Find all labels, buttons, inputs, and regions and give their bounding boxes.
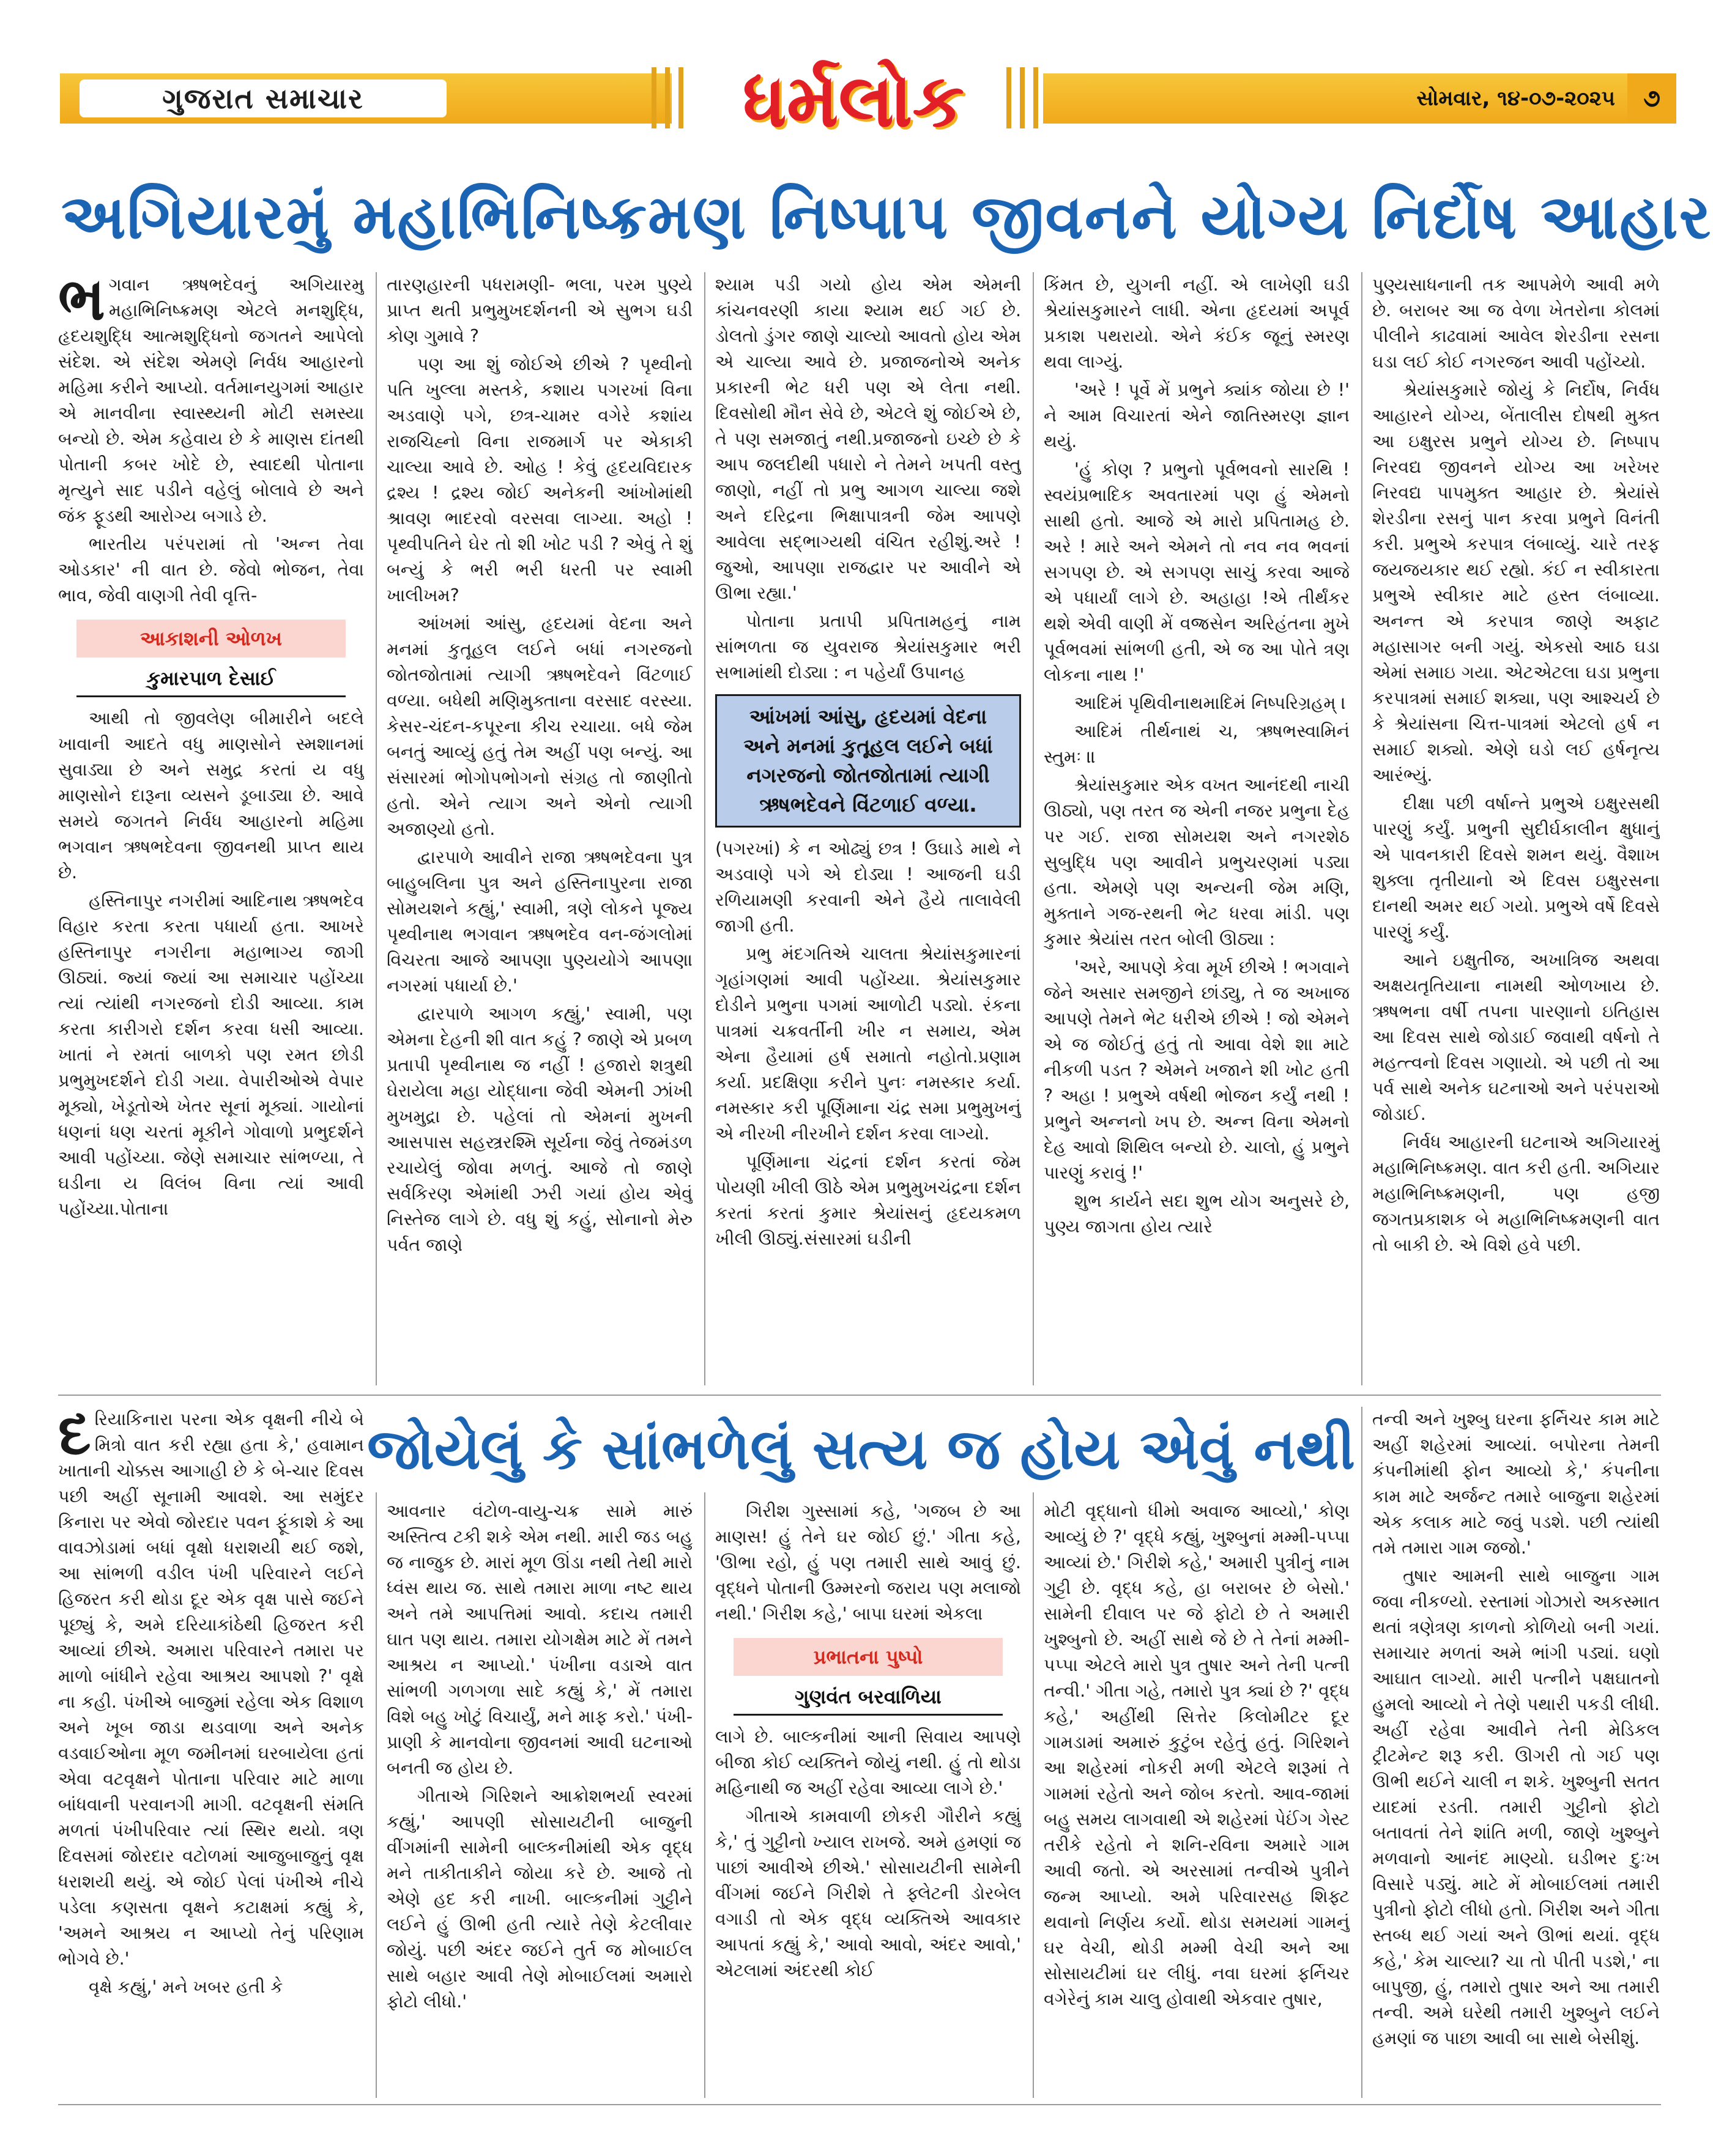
article-2-paragraph: તુષાર આમની સાથે બાજુના ગામ જવા નીકળ્યો. રસ્તામાં ગોઝારો અકસ્માત થતાં ત્રણેત્રણ કાળનો કોળિયો બની ગયાં. સમાચાર મળતાં અમે ભાંગી પડ્યાં. ઘણો આઘાત લાગ્યો. મારી પત્નીને પક્ષઘાતનો હુમલો આવ્યો ને તેણે પથારી પકડી લીધી. અહીં રહેવા આવીને તેની મેડિકલ ટ્રીટમેન્ટ શરૂ કરી. ઊગરી તો ગઈ પણ ઊભી થઈને ચાલી ન શકે. ખુશ્બુની સતત યાદમાં રડતી. તમારી ગુટ્ટીનો ફોટો બતાવતાં તેને શાંતિ મળી, જાણે ખુશ્બુને મળવાનો આનંદ માણ્યો. ઘડીભર દુઃખ વિસારે પડ્યું. માટે મેં મોબાઈલમાં તમારી પુત્રીનો ફોટો લીધો હતો. ગિરીશ અને ગીતા સ્તબ્ધ થઈ ગયાં અને ઊભાં થયાં. વૃદ્ધ કહે,' કેમ ચાલ્યા? ચા તો પીતી પડશે,' ના બાપુજી, હું, તમારો તુષાર અને આ તમારી તન્વી. અમે ઘરેથી તમારી ખુશ્બુને લઈને હમણાં જ પાછા આવી બા સાથે બેસીશું. (1372, 1566, 1660, 2048)
article-1-paragraph: દ્વારપાળે આવીને રાજા ઋષભદેવના પુત્ર બાહુબલિના પુત્ર અને હસ્તિનાપુરના રાજા સોમયશને કહ્યું,' સ્વામી, ત્રણે લોકને પૂજ્ય પૃથ્વીનાથ ભગવાન ઋષભદેવ વન-જંગલોમાં વિચરતા આજે આપણા પુણ્યયોગે આપણા નગરમાં પધાર્યા છે.' (387, 847, 693, 996)
article-2-headline: જોયેલું કે સાંભળેલું સત્ય જ હોય એવું નથી (367, 1417, 1355, 1482)
article-2-column-5 (1372, 1407, 1660, 2098)
article-1-paragraph: તારણહારની પધરામણી- ભલા, પરમ પુણ્યે પ્રાપ્ત થતી પ્રભુમુખદર્શનની એ સુભગ ઘડી કોણ ગુમાવે ? (387, 275, 693, 346)
article-1-paragraph: પૂર્ણિમાના ચંદ્રનાં દર્શન કરતાં જેમ પોયણી ખીલી ઊઠે એમ પ્રભુમુખચંદ્રના દર્શન કરતાં કરતાં કુમાર શ્રેયાંસનું હૃદયકમળ ખીલી ઊઠ્યું.સંસારમાં ઘડીની (715, 1152, 1021, 1249)
article-1-paragraph: પ્રભુ મંદગતિએ ચાલતા શ્રેયાંસકુમારનાં ગૃહાંગણમાં આવી પહોંચ્યા. શ્રેયાંસકુમાર દોડીને પ્રભુના પગમાં આળોટી પડ્યો. રંકના પાત્રમાં ચક્રવર્તીની ખીર ન સમાય, એમ એના હૈયામાં હર્ષ સમાતો નહોતો.પ્રણામ કર્યા. પ્રદક્ષિણા કરીને પુનઃ નમસ્કાર કર્યા. નમસ્કાર કરી પૂર્ણિમાના ચંદ્ર સમા પ્રભુમુખનું એ નીરખી નીરખીને દર્શન કરવા લાગ્યો. (715, 944, 1021, 1144)
columnist-box-2 (715, 1638, 1021, 1716)
article-2-paragraph: લાગે છે. બાલ્કનીમાં આની સિવાય આપણે બીજા કોઈ વ્યક્તિને જોયું નથી. હું તો થોડા મહિનાથી જ અહીં રહેવા આવ્યા લાગે છે.' (715, 1727, 1021, 1798)
section-logo: ધર્મલોક (742, 57, 965, 144)
article-1-paragraph: ભારતીય પરંપરામાં તો 'અન્ન તેવા ઓડકાર' ની વાત છે. જેવો ભોજન, તેવા ભાવ, જેવી વાણગી તેવી વૃત્તિ- (58, 534, 364, 606)
article-1-paragraph: ભગવાન ઋષભદેવનું અગિયારમુ મહાભિનિષ્ક્રમણ એટલે મનશુદ્ધિ, હૃદયશુદ્ધિ આત્મશુદ્ધિનો જગતને આપેલો સંદેશ. એ સંદેશ એમણે નિર્વધ આહારનો મહિમા કરીને આપ્યો. વર્તમાનયુગમાં આહાર એ માનવીના સ્વાસ્થ્યની મોટી સમસ્યા બન્યો છે. એમ કહેવાય છે કે માણસ દાંતથી પોતાની કબર ખોદે છે, સ્વાદથી પોતાના મૃત્યુને સાદ પડીને વહેલું બોલાવે છે અને જંક ફૂડથી આરોગ્ય બગાડે છે. (58, 272, 364, 526)
article-2-column-4 (1044, 1498, 1350, 2098)
article-2-paragraph: ગીતાએ કામવાળી છોકરી ગૌરીને કહ્યું કે,' તું ગુટ્ટીનો ખ્યાલ રાખજે. અમે હમણાં જ પાછાં આવીએ છીએ.' સોસાયટીની સામેની વીંગમાં જઈને ગિરીશે તે ફ્લેટની ડોરબેલ વગાડી તો એક વૃદ્ધ વ્યક્તિએ આવકાર આપતાં કહ્યું કે,' આવો આવો, અંદર આવો,' એટલામાં અંદરથી કોઈ (715, 1806, 1021, 1980)
article-1-paragraph: શ્યામ પડી ગયો હોય એમ એમની કાંચનવરણી કાયા શ્યામ થઈ ગઈ છે. ડોલતો ડુંગર જાણે ચાલ્યો આવતો હોય એમ એ ચાલ્યા આવે છે. પ્રજાજનોએ અનેક પ્રકારની ભેટ ધરી પણ એ લેતા નથી. દિવસોથી મૌન સેવે છે, એટલે શું જોઈએ છે, તે પણ સમજાતું નથી.પ્રજાજનો ઇચ્છે છે કે આપ જલદીથી પધારો ને તેમને ખપતી વસ્તુ જાણો, નહીં તો પ્રભુ આગળ ચાલ્યા જશે અને દરિદ્રના ભિક્ષાપાત્રની જેમ આપણે આવેલા સદ્ભાગ્યથી વંચિત રહીશું.અરે !જુઓ, આપણા રાજદ્વાર પર આવીને એ ઊભા રહ્યા.' (715, 275, 1021, 603)
author-name: ગુણવંત બરવાળિયા (734, 1680, 1003, 1716)
page-bottom-rule (58, 2104, 1661, 2105)
column-divider (1361, 272, 1362, 1385)
article-1-paragraph: કિંમત છે, યુગની નહીં. એ લાખેણી ઘડી શ્રેયાંસકુમારને લાધી. એના હૃદયમાં અપૂર્વ પ્રકાશ પથરાયો. એને કંઈક જૂનું સ્મરણ થવા લાગ્યું. (1044, 275, 1350, 372)
column-divider (704, 272, 705, 1385)
article-1-paragraph: શુભ કાર્યને સદા શુભ યોગ અનુસરે છે, પુણ્ય જાગતા હોય ત્યારે (1044, 1191, 1350, 1237)
article-2-column-3 (715, 1498, 1021, 2098)
article-2-column-2 (387, 1498, 693, 2098)
article-2-paragraph: તન્વી અને ખુશ્બુ ઘરના ફર્નિચર કામ માટે અહીં શહેરમાં આવ્યાં. બપોરના તેમની કંપનીમાંથી ફોન આવ્યો કે,' કંપનીના કામ માટે અર્જન્ટ તમારે બાજુના શહેરમાં એક કલાક માટે જવું પડશે. પછી ત્યાંથી તમે તમારા ગામ જજો.' (1372, 1409, 1660, 1558)
article-1-paragraph: આને ઇક્ષુતીજ, અખાત્રિજ અથવા અક્ષયતૃતિયાના નામથી ઓળખાય છે. ઋષભના વર્ષી તપના પારણાનો ઇતિહાસ આ દિવસ સાથે જોડાઈ જવાથી વર્ષનો તે મહત્ત્વનો દિવસ ગણાયો. એ પછી તો આ પર્વ સાથે અનેક ઘટનાઓ અને પરંપરાઓ જોડાઈ. (1372, 950, 1660, 1124)
article-2-paragraph: ગીતાએ ગિરિશને આક્રોશભર્યા સ્વરમાં કહ્યું,' આપણી સોસાયટીની બાજુની વીંગમાંની સામેની બાલ્કનીમાંથી એક વૃદ્ધ મને તાકીતાકીને જોયા કરે છે. આજે તો એણે હદ કરી નાખી. બાલ્કનીમાં ગુટ્ટીને લઈને હું ઊભી હતી ત્યારે તેણે કેટલીવાર જોયું. પછી અંદર જઈને તુર્ત જ મોબાઈલ સાથે બહાર આવી તેણે મોબાઈલમાં અમારો ફોટો લીધો.' (387, 1786, 693, 2012)
header-ornament-right (1006, 67, 1047, 128)
article-separator (58, 1395, 1661, 1396)
article-1-column-4 (1044, 272, 1350, 1398)
article-1-dropcap: ભ (58, 272, 105, 333)
article-2-paragraph: મોટી વૃદ્ધાનો ધીમો અવાજ આવ્યો,' કોણ આવ્યું છે ?' વૃદ્ધે કહ્યું, ખુશ્બુનાં મમ્મી-પપ્પા આવ્યાં છે.' ગિરીશે કહે,' અમારી પુત્રીનું નામ ગુટ્ટી છે. વૃદ્ધ કહે, હા બરાબર છે બેસો.' સામેની દીવાલ પર જે ફોટો છે તે અમારી ખુશ્બુનો છે. અહીં સાથે જે છે તે તેનાં મમ્મી-પપ્પા એટલે મારો પુત્ર તુષાર અને તેની પત્ની તન્વી.' ગીતા ગહે, તમારો પુત્ર ક્યાં છે ?' વૃદ્ધ કહે,' અહીંથી સિત્તેર કિલોમીટર દૂર ગામડામાં અમારું કુટુંબ રહેતું હતું. ગિરિશને આ શહેરમાં નોકરી મળી એટલે શરૂમાં તે ગામમાં રહેતો અને જોબ કરતો. આવ-જામાં બહુ સમય લાગવાથી એ શહેરમાં પેઈંગ ગેસ્ટ તરીકે રહેતો ને શનિ-રવિના અમારે ગામ આવી જતો. એ અરસામાં તન્વીએ પુત્રીને જન્મ આપ્યો. અમે પરિવારસહ શિફ્ટ થવાનો નિર્ણય કર્યો. થોડા સમયમાં ગામનું ઘર વેચી, થોડી મમ્મી વેચી અને આ સોસાયટીમાં ઘર લીધું. નવા ઘરમાં ફર્નિચર વગેરેનું કામ ચાલુ હોવાથી એકવાર તુષાર, (1044, 1501, 1350, 2009)
article-1-column-2 (387, 272, 693, 1398)
article-1-paragraph: આથી તો જીવલેણ બીમારીને બદલે ખાવાની આદતે વધુ માણસોને સ્મશાનમાં સુવાડ્યા છે અને સમુદ્ર કરતાં ય વધુ માણસોને દારૂના વ્યસને ડૂબાડ્યા છે. આવે સમયે જગતને નિર્વધ આહારનો મહિમા ભગવાન ઋષભદેવના જીવનથી પ્રાપ્ત થાય છે. (58, 708, 364, 883)
masthead (0, 0, 1713, 153)
article-1-paragraph: 'અરે, આપણે કેવા મૂર્ખ છીએ ! ભગવાને જેને અસાર સમજીને છાંડ્યુ, તે જ અખાજ આપણે તેમને ભેટ ધરીએ છીએ ! જો એમને એ જ જોઈતું હતું તો આવા વેશે શા માટે નીકળી પડત ? એમને ખજાને શી ખોટ હતી ? અહા ! પ્રભુએ વર્ષથી ભોજન કર્યું નથી ! પ્રભુને અન્નનો ખપ છે. અન્ન વિના એમનો દેહ આવો શિથિલ બન્યો છે. ચાલો, હું પ્રભુને પારણું કરાવું !' (1044, 957, 1350, 1183)
column-title: આકાશની ઓળખ (76, 620, 346, 658)
article-1-paragraph: શ્રેયાંસકુમાર એક વખત આનંદથી નાચી ઊઠ્યો, પણ તરત જ એની નજર પ્રભુના દેહ પર ગઈ. રાજા સોમયશ અને નગરશેઠ સુબુદ્ધિ પણ આવીને પ્રભુચરણમાં પડ્યા હતા. એમણે પણ અન્યની જેમ મણિ, મુક્તાને ગજ-રથની ભેટ ધરવા માંડી. પણ કુમાર શ્રેયાંસ તરત બોલી ઊઠ્યા : (1044, 775, 1350, 949)
publication-date: સોમવાર, ૧૪-૦૭-૨૦૨૫ (1416, 86, 1615, 111)
article-1-paragraph: 'અરે ! પૂર્વે મેં પ્રભુને ક્યાંક જોયા છે !' ને આમ વિચારતાં એને જાતિસ્મરણ જ્ઞાન થયું. (1044, 380, 1350, 451)
article-1-paragraph: પુણ્યસાધનાની તક આપમેળે આવી મળે છે. બરાબર આ જ વેળા ખેતરોના કોલમાં પીલીને કાઢવામાં આવેલ શેરડીના રસના ઘડા લઈ કોઈ નગરજન આવી પહોંચ્યો. (1372, 275, 1660, 372)
article-1-paragraph: નિર્વધ આહારની ઘટનાએ અગિયારમું મહાભિનિષ્ક્રમણ. વાત કરી હતી. અગિયાર મહાભિનિષ્ક્રમણની, પણ હજી જગતપ્રકાશક બે મહાભિનિષ્ક્રમણની વાત તો બાકી છે. એ વિશે હવે પછી. (1372, 1132, 1660, 1255)
sanskrit-verse: આદિમં પૃથિવીનાથમાદિમં નિષ્પરિગ્રહમ્ । (1074, 693, 1347, 713)
article-2-paragraph: વૃક્ષે કહ્યું,' મને ખબર હતી કે (89, 1977, 283, 1997)
header-ornament-left (652, 67, 692, 128)
pull-quote: આંખમાં આંસુ, હૃદયમાં વેદના અને મનમાં કુતૂહલ લઈને બધાં નગરજનો જોતજોતામાં ત્યાગી ઋષભદેવને વિંટળાઈ વળ્યા. (715, 694, 1021, 828)
article-2-paragraph: દરિયાકિનારા પરના એક વૃક્ષની નીચે બે મિત્રો વાત કરી રહ્યા હતા કે,' હવામાન ખાતાની ચોક્કસ આગાહી છે કે બે-ચાર દિવસ પછી અહીં સૂનામી આવશે. આ સમુંદર કિનારા પર એવો જોરદાર પવન ફૂંકાશે કે આ વાવઝોડામાં બધાં વૃક્ષો ધરાશયી થઈ જશે, આ સાંભળી વડીલ પંખી પરિવારને લઈને હિજરત કરી થોડા દૂર એક વૃક્ષ પાસે જઈને પૂછ્યું કે, અમે દરિયાકાંઠેથી હિજરત કરી આવ્યાં છીએ. અમારા પરિવારને તમારા પર માળો બાંધીને રહેવા આશ્રય આપશો ?' વૃક્ષે ના કહી. પંખીએ બાજુમાં રહેલા એક વિશાળ અને ખૂબ જાડા થડવાળા અને અનેક વડવાઈઓના મૂળ જમીનમાં ઘરબાયેલા હતાં એવા વટવૃક્ષને પોતાના પરિવાર માટે માળા બાંધવાની પરવાનગી માગી. વટવૃક્ષની સંમતિ મળતાં પંખીપરિવાર ત્યાં સ્થિર થયો. ત્રણ દિવસમાં જોરદાર વટોળમાં આજુબાજુનું વૃક્ષ ધરાશયી થયું. એ જોઈ પેલાં પંખીએ નીચે પડેલા કણસતા વૃક્ષને કટાક્ષમાં કહ્યું કે, 'અમને આશ્રય ન આપ્યો તેનું પરિણામ ભોગવે છે.' (58, 1407, 364, 1969)
column-divider (1033, 1492, 1034, 2098)
article-1-paragraph: પણ આ શું જોઈએ છીએ ? પૃથ્વીનો પતિ ખુલ્લા મસ્તકે, કશાય પગરખાં વિના અડવાણે પગે, છત્ર-ચામર વગેરે કશાંય રાજચિહ્નો વિના રાજમાર્ગ પર એકાકી ચાલ્યા આવે છે. ઓહ ! કેવું હૃદયવિદારક દ્રશ્ય ! દ્રશ્ય જોઈ અનેકની આંખોમાંથી શ્રાવણ ભાદરવો વરસવા લાગ્યા. અહો ! પૃથ્વીપતિને ઘેર તો શી ખોટ પડી ? એવું તે શું બન્યું કે ભરી ભરી ધરતી પર સ્વામી ખાલીખમ? (387, 354, 693, 606)
article-1-paragraph: શ્રેયાંસકુમારે જોયું કે નિર્દોષ, નિર્વધ આહારને યોગ્ય, બેંતાલીસ દોષથી મુક્ત આ ઇક્ષુરસ પ્રભુને યોગ્ય છે. નિષ્પાપ નિરવદ્ય જીવનને યોગ્ય આ ખરેખર નિરવદ્ય પાપમુક્ત આહાર છે. શ્રેયાંસે શેરડીના રસનું પાન કરવા પ્રભુને વિનંતી કરી. પ્રભુએ કરપાત્ર લંબાવ્યું. ચારે તરફ જયજયકાર થઈ રહ્યો. કંઈ ન સ્વીકારતા પ્રભુએ સ્વીકાર માટે હસ્ત લંબાવ્યા. અનન્ત એ કરપાત્ર જાણે અફાટ મહાસાગર બની ગયું. એકસો આઠ ઘડા એમાં સમાઇ ગયા. એટએટલા ઘડા પ્રભુના કરપાત્રમાં સમાઈ શક્યા, પણ આશ્ચર્ય છે કે શ્રેયાંસના ચિત્ત-પાત્રમાં એટલો હર્ષ ન સમાઈ શક્યો. એણે ઘડો લઈ હર્ષનૃત્ય આરંભ્યું. (1372, 380, 1660, 785)
column-divider (704, 1492, 705, 2098)
article-1-paragraph: (પગરખાં) કે ન ઓઢ્યું છત્ર ! ઉઘાડે માથે ને અડવાણે પગે એ દોડ્યા ! આજની ઘડી રળિયામણી કરવાની એને હૈયે તાલાવેલી જાગી હતી. (715, 839, 1021, 936)
page-number: ૭ (1627, 73, 1676, 124)
article-1-paragraph: હસ્તિનાપુર નગરીમાં આદિનાથ ઋષભદેવ વિહાર કરતા કરતા પધાર્યા હતા. આખરે હસ્તિનાપુર નગરીના મહાભાગ્ય જાગી ઊઠ્યાં. જ્યાં જ્યાં આ સમાચાર પહોંચ્યા ત્યાં ત્યાંથી નગરજનો દોડી આવ્યા. કામ કરતા કારીગરો દર્શન કરવા ધસી આવ્યા. ખાતાં ને રમતાં બાળકો પણ રમત છોડી પ્રભુમુખદર્શને દોડી ગયા. વેપારીઓએ વેપાર મૂક્યો, ખેડૂતોએ ખેતર સૂનાં મૂક્યાં. ગાયોનાં ધણનાં ધણ ચરતાં મૂકીને ગોવાળો પ્રભુદર્શને આવી પહોંચ્યા. જેણે સમાચાર સાંભળ્યા, તે ઘડીના ય વિલંબ વિના ત્યાં આવી પહોંચ્યા.પોતાના (58, 891, 364, 1219)
column-divider (376, 272, 377, 1385)
columnist-box-1 (58, 620, 364, 697)
article-1-paragraph: 'હું કોણ ? પ્રભુનો પૂર્વભવનો સારથિ !સ્વયંપ્રભાદિક અવતારમાં પણ હું એમનો સાથી હતો. આજે એ મારો પ્રપિતામહ છે. અરે ! મારે અને એમને તો નવ નવ ભવનાં સગપણ છે. એ સગપણ સાચું કરવા આજે એ પધાર્યાં લાગે છે. અહાહા !એ તીર્થંકર થશે એવી વાણી મેં વજ્રસેન અરિહંતના મુખે પૂર્વભવમાં સાંભળી હતી, એ જ આ પોતે ત્રણ લોકના નાથ !' (1044, 459, 1350, 685)
article-2-dropcap: દ (58, 1407, 91, 1468)
sanskrit-verse: આદિમં તીર્થનાથં ચ, ઋષભસ્વામિનં સ્તુમઃ ॥ (1044, 721, 1350, 767)
article-1-column-1 (58, 272, 364, 1398)
article-1-column-3 (715, 272, 1021, 1398)
column-divider (1361, 1407, 1362, 2098)
article-1-paragraph: દીક્ષા પછી વર્ષાન્તે પ્રભુએ ઇક્ષુરસથી પારણું કર્યું. પ્રભુની સુદીર્ઘકાલીન ક્ષુધાનું એ પાવનકારી દિવસે શમન થયું. વૈશાખ શુક્લા તૃતીયાનો એ દિવસ ઇક્ષુરસના દાનથી અમર થઈ ગયો. પ્રભુએ વર્ષે દિવસે પારણું કર્યું. (1372, 793, 1660, 942)
article-1-paragraph: આંખમાં આંસુ, હૃદયમાં વેદના અને મનમાં કુતૂહલ લઈને બધાં નગરજનો જોતજોતામાં ત્યાગી ઋષભદેવને વિંટળાઈ વળ્યા. બધેથી મણિમુક્તાના વરસાદ વરસ્યા. કેસર-ચંદન-કપૂરના કીચ રચાયા. બધે જેમ બનતું આવ્યું હતું તેમ અહીં પણ બન્યું. આ સંસારમાં ભોગોપભોગનો સંગ્રહ તો જાણીતો હતો. એને ત્યાગ અને એનો ત્યાગી અજાણ્યો હતો. (387, 613, 693, 839)
author-name: કુમારપાળ દેસાઈ (76, 661, 346, 697)
article-2-paragraph: આવનાર વંટોળ-વાયુ-ચક્ર સામે મારું અસ્તિત્વ ટકી શકે એમ નથી. મારી જડ બહુ જ નાજુક છે. મારાં મૂળ ઊંડા નથી તેથી મારો ધ્વંસ થાય જ. સાથે તમારા માળા નષ્ટ થાય અને તમે આપત્તિમાં આવો. કદાચ તમારી ઘાત પણ થાય. તમારા યોગક્ષેમ માટે મેં તમને આશ્રય ન આપ્યો.' પંખીના વડાએ વાત સાંભળી ગળગળા સાદે કહ્યું કે,' મેં તમારા વિશે બહુ ખોટું વિચાર્યું, મને માફ કરો.' પંખી-પ્રાણી કે માનવોના જીવનમાં આવી ઘટનાઓ બનતી જ હોય છે. (387, 1501, 693, 1778)
column-divider (1033, 272, 1034, 1385)
article-2-column-1 (58, 1407, 364, 2098)
article-1-headline: અગિયારમું મહાભિનિષ્ક્રમણ નિષ્પાપ જીવનને યોગ્ય નિર્દોષ આહાર (61, 181, 1712, 253)
column-divider (376, 1492, 377, 2098)
column-title: પ્રભાતના પુષ્પો (734, 1638, 1003, 1676)
newspaper-name: ગુજરાત સમાચાર (80, 80, 447, 117)
article-1-column-5 (1372, 272, 1660, 1398)
article-1-paragraph: પોતાના પ્રતાપી પ્રપિતામહનું નામ સાંભળતા જ યુવરાજ શ્રેયાંસકુમાર ભરી સભામાંથી દોડ્યા : ન પહેર્યાં ઉપાનહ (715, 611, 1021, 683)
article-2-paragraph: ગિરીશ ગુસ્સામાં કહે, 'ગજબ છે આ માણસ! હું તેને ઘર જોઈ છું.' ગીતા કહે, 'ઊભા રહો, હું પણ તમારી સાથે આવું છું. વૃદ્ધને પોતાની ઉમ્મરનો જરાય પણ મલાજો નથી.' ગિરીશ કહે,' બાપા ઘરમાં એકલા (715, 1501, 1021, 1624)
article-1-paragraph: દ્વારપાળે આગળ કહ્યું,' સ્વામી, પણ એમના દેહની શી વાત કહું ? જાણે એ પ્રબળ પ્રતાપી પૃથ્વીનાથ જ નહીં ! હજારો શત્રુથી ઘેરાયેલા મહા યોદ્ધાના જેવી એમની ઝાંખી મુખમુદ્રા છે. પહેલાં તો એમનાં મુખની આસપાસ સહસ્ત્રરશ્મિ સૂર્યના જેવું તેજમંડળ રચાયેલું જોવા મળતું. આજે તો જાણે સર્વકિરણ એમાંથી ઝરી ગયાં હોય એવું નિસ્તેજ લાગે છે. વધુ શું કહું, સોનાનો મેરુ પર્વત જાણે (387, 1004, 693, 1255)
